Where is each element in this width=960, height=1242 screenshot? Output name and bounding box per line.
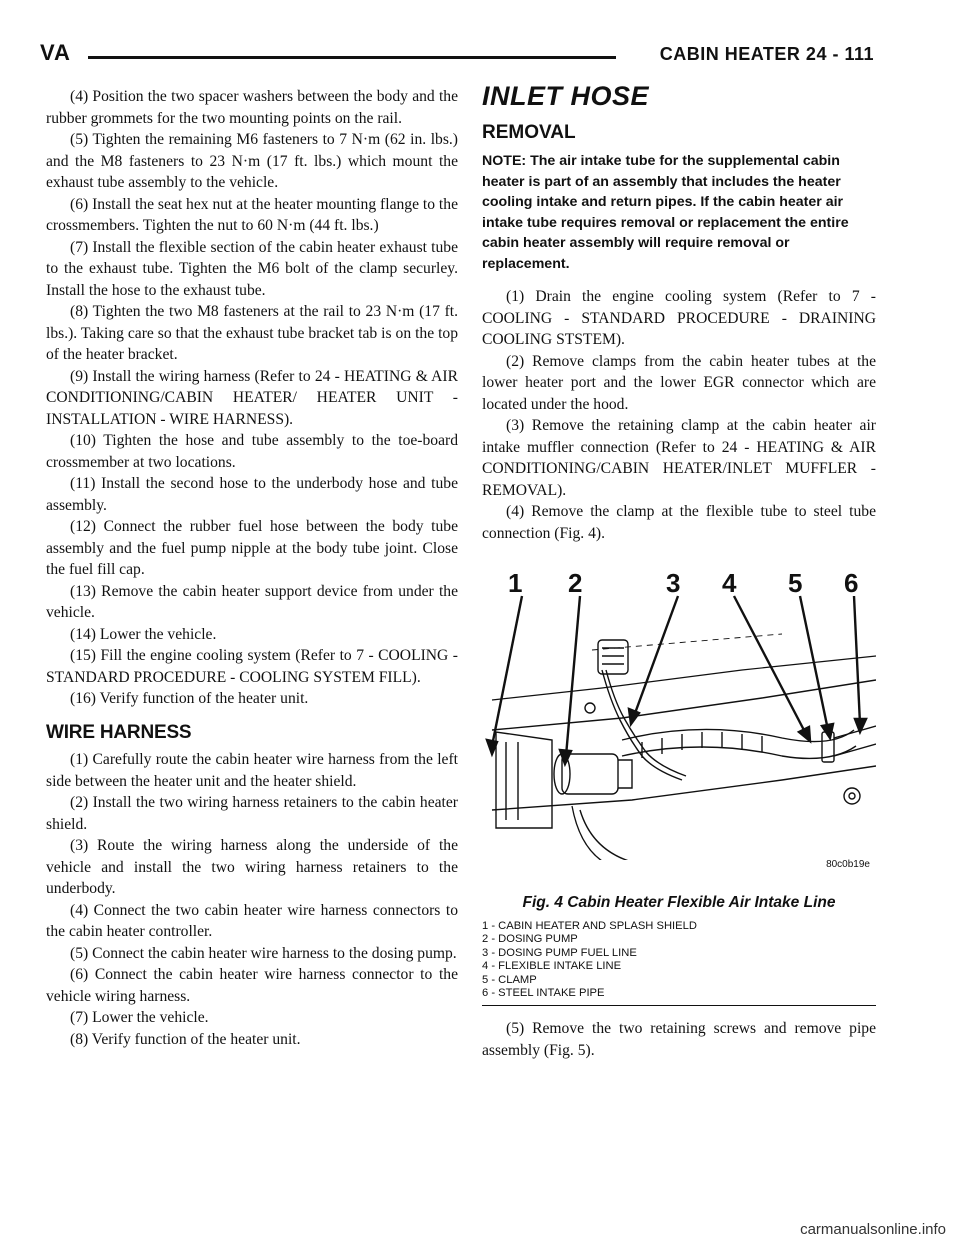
- callout-6: 6: [844, 570, 859, 598]
- paragraph: (8) Tighten the two M8 fasteners at the rail to 23 N·m (17 ft. lbs.). Taking care so that the exhaust tube bracket tab is on the top of the heater bracket.: [46, 303, 458, 363]
- figure-code: 80c0b19e: [826, 859, 870, 870]
- legend-item: 6 - STEEL INTAKE PIPE: [482, 987, 605, 1000]
- paragraph: (3) Remove the retaining clamp at the cabin heater air intake muffler connection (Refer to 24 - HEATING & AIR CONDITIONING/CABIN HEATER/INLET MUFFLER - REMOVAL).: [482, 417, 876, 499]
- legend-item: 2 - DOSING PUMP: [482, 933, 578, 946]
- paragraph: (9) Install the wiring harness (Refer to 24 - HEATING & AIR CONDITIONING/CABIN HEATER/ HEATER UNIT - INSTALLATION - WIRE HARNESS).: [46, 367, 458, 428]
- paragraph: (6) Install the seat hex nut at the heater mounting flange to the crossmembers. Tighten the nut to 60 N·m (44 ft. lbs.): [46, 195, 458, 234]
- paragraph: (2) Install the two wiring harness retainers to the cabin heater shield.: [46, 794, 458, 833]
- callout-2: 2: [568, 570, 583, 598]
- paragraph: (14) Lower the vehicle.: [70, 625, 217, 643]
- paragraph: (5) Tighten the remaining M6 fasteners to 7 N·m (62 in. lbs.) and the M8 fasteners to 23 N·m (17 ft. lbs.) which mount the exhaust tube assembly to the vehicle.: [46, 131, 458, 191]
- watermark: carmanualsonline.info: [800, 1221, 946, 1238]
- figure-legend: [482, 920, 876, 1007]
- legend-item: 5 - CLAMP: [482, 973, 537, 986]
- figure-caption: Fig. 4 Cabin Heater Flexible Air Intake Line: [522, 894, 836, 911]
- paragraph: (16) Verify function of the heater unit.: [70, 690, 309, 707]
- header-page-title: CABIN HEATER 24 - 111: [659, 44, 874, 64]
- figure-4: [482, 570, 876, 890]
- left-column: [46, 86, 458, 1050]
- paragraph: (8) Verify function of the heater unit.: [70, 1030, 301, 1048]
- paragraph: (6) Connect the cabin heater wire harness connector to the vehicle wiring harness.: [46, 966, 458, 1005]
- paragraph: (5) Remove the two retaining screws and remove pipe assembly (Fig. 5).: [482, 1020, 876, 1059]
- callout-1: 1: [508, 570, 523, 598]
- paragraph: (1) Drain the engine cooling system (Refer to 7 - COOLING - STANDARD PROCEDURE - DRAINING COOLING STSTEM).: [482, 288, 876, 348]
- paragraph: (10) Tighten the hose and tube assembly to the toe-board crossmember at two locations.: [46, 432, 458, 471]
- paragraph: (3) Route the wiring harness along the underside of the vehicle and install the two wiring harness retainers to the underbody.: [46, 837, 458, 897]
- note-text: NOTE: The air intake tube for the supplemental cabin heater is part of an assembly that includes the heater cooling intake and return pipes. If the cabin heater air intake tube requires removal or replacement the entire cabin heater assembly will require removal or replacement.: [482, 153, 849, 272]
- inlet-hose-heading: INLET HOSE: [482, 81, 650, 111]
- paragraph: (13) Remove the cabin heater support device from under the vehicle.: [46, 582, 458, 621]
- paragraph: (4) Position the two spacer washers between the body and the rubber grommets for the two mounting points on the rail.: [46, 88, 458, 127]
- legend-item: 1 - CABIN HEATER AND SPLASH SHIELD: [482, 919, 697, 932]
- paragraph: (7) Install the flexible section of the cabin heater exhaust tube to the exhaust tube. Tighten the M6 bolt of the clamp securley. Install the hose to the exhaust tube.: [46, 238, 458, 299]
- callout-4: 4: [722, 570, 737, 598]
- paragraph: (4) Connect the two cabin heater wire harness connectors to the cabin heater controller.: [46, 901, 458, 940]
- callout-5: 5: [788, 570, 803, 598]
- paragraph: (12) Connect the rubber fuel hose between the body tube assembly and the fuel pump nipple at the body tube joint. Close the fuel fill cap.: [46, 518, 458, 578]
- wire-harness-heading: WIRE HARNESS: [46, 721, 192, 743]
- paragraph: (4) Remove the clamp at the flexible tube to steel tube connection (Fig. 4).: [482, 503, 876, 542]
- paragraph: (7) Lower the vehicle.: [70, 1009, 209, 1026]
- paragraph: (1) Carefully route the cabin heater wire harness from the left side between the heater unit and the heater shield.: [46, 751, 458, 790]
- header-rule: [88, 56, 616, 59]
- legend-item: 4 - FLEXIBLE INTAKE LINE: [482, 960, 622, 973]
- right-column: [482, 81, 876, 1061]
- paragraph: (11) Install the second hose to the underbody hose and tube assembly.: [46, 475, 458, 514]
- legend-item: 3 - DOSING PUMP FUEL LINE: [482, 946, 637, 959]
- removal-heading: REMOVAL: [482, 121, 576, 143]
- header-section-code: VA: [40, 40, 71, 65]
- paragraph: (5) Connect the cabin heater wire harness to the dosing pump.: [70, 944, 457, 962]
- cabin-heater-diagram: [482, 570, 876, 860]
- paragraph: (2) Remove clamps from the cabin heater tubes at the lower heater port and the lower EGR connector which are located under the hood.: [482, 352, 876, 413]
- paragraph: (15) Fill the engine cooling system (Refer to 7 - COOLING - STANDARD PROCEDURE - COOLING SYSTEM FILL).: [46, 647, 458, 686]
- callout-3: 3: [666, 570, 681, 598]
